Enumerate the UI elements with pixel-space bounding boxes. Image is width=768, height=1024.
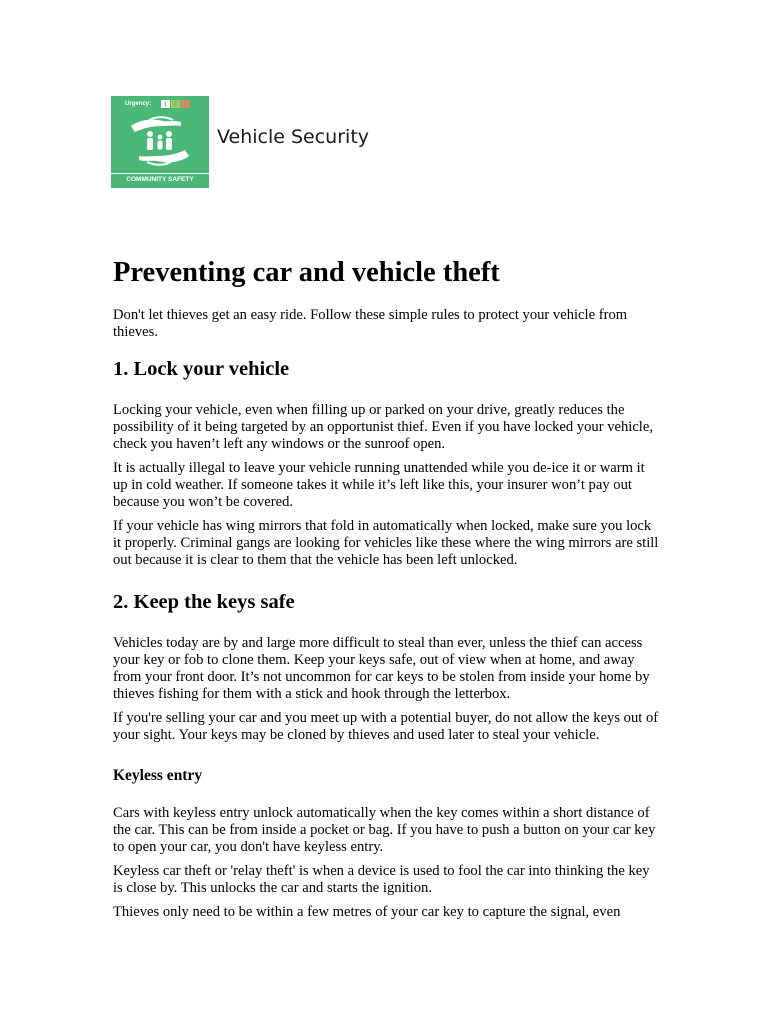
document-title: Preventing car and vehicle theft <box>113 257 500 288</box>
urgency-level-2: 2 <box>171 100 180 108</box>
paragraph: Locking your vehicle, even when filling up or parked on your drive, greatly reduces the possibility of it being targeted by an opportunist thief. Even if you have locked your vehicle, check you haven’t left any windows or the sunroof open. <box>113 402 653 452</box>
intro-paragraph: Don't let thieves get an easy ride. Follow these simple rules to protect your vehicle from thieves. <box>113 307 628 340</box>
family-hands-icon <box>117 112 203 170</box>
subsection-heading-keyless-entry: Keyless entry <box>113 767 203 784</box>
header-title: Vehicle Security <box>217 126 370 148</box>
document-body <box>113 255 661 928</box>
community-safety-logo <box>111 96 209 188</box>
paragraph: Keyless car theft or 'relay theft' is when a device is used to fool the car into thinking the key is close by. This unlocks the car and starts the ignition. <box>113 863 650 896</box>
urgency-indicator <box>111 99 209 111</box>
urgency-level-1: 1 <box>161 100 170 108</box>
paragraph: It is actually illegal to leave your vehicle running unattended while you de-ice it or warm it up in cold weather. If someone takes it while it’s left like this, your insurer won’t pay out because you won’t be covered. <box>113 460 645 510</box>
paragraph: Vehicles today are by and large more difficult to steal than ever, unless the thief can access your key or fob to clone them. Keep your keys safe, out of view when at home, and away from your front door. It’s not uncommon for car keys to be stolen from inside your home by thieves fishing for them with a stick and hook through the letterbox. <box>113 635 650 702</box>
logo-caption: COMMUNITY SAFETY <box>111 173 209 186</box>
paragraph: If you're selling your car and you meet up with a potential buyer, do not allow the keys out of your sight. Your keys may be cloned by thieves and used later to steal your vehicle. <box>113 710 659 743</box>
section-heading-lock-vehicle: 1. Lock your vehicle <box>113 358 290 380</box>
paragraph: Cars with keyless entry unlock automatically when the key comes within a short distance of the car. This can be from inside a pocket or bag. If you have to push a button on your car key to open your car, you don't have keyless entry. <box>113 805 656 855</box>
section-heading-keep-keys-safe: 2. Keep the keys safe <box>113 591 295 613</box>
paragraph: If your vehicle has wing mirrors that fold in automatically when locked, make sure you lock it properly. Criminal gangs are looking for vehicles like these where the wing mirrors are still out because it is clear to them that the vehicle has been left unlocked. <box>113 518 659 568</box>
paragraph: Thieves only need to be within a few metres of your car key to capture the signal, even <box>113 904 621 920</box>
urgency-level-3: 3 <box>181 100 190 108</box>
urgency-label: Urgency: <box>125 101 152 107</box>
